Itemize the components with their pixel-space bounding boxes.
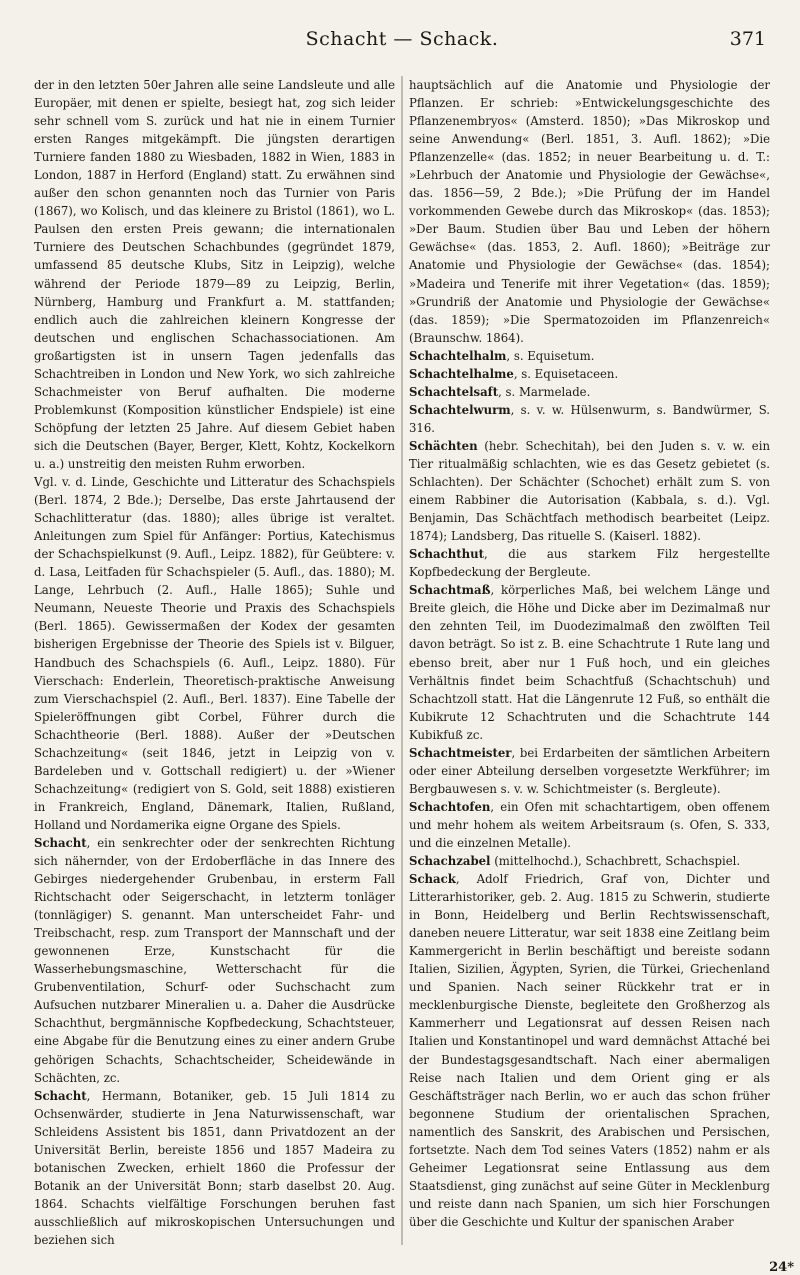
column-divider [402, 76, 403, 1245]
page-number: 371 [729, 28, 766, 50]
entry-text: , s. v. w. Hülsenwurm, s. Bandwürmer, S. 316. [409, 402, 770, 435]
dictionary-entry [34, 834, 395, 1087]
entry-text: , s. Marmelade. [498, 384, 591, 399]
text-paragraph [34, 76, 395, 473]
dictionary-entry [409, 347, 770, 365]
dictionary-entry [409, 744, 770, 798]
entry-headword: Schachtmaß [409, 583, 491, 598]
text-paragraph [34, 473, 395, 834]
entry-headword: Schachtelhalm [409, 348, 507, 363]
entry-headword: Schacht [34, 1088, 87, 1103]
entry-headword: Schachtelhalme [409, 366, 514, 381]
dictionary-entry [409, 852, 770, 870]
right-column [409, 76, 770, 1251]
dictionary-entry [409, 581, 770, 743]
running-header [34, 28, 770, 56]
entry-text: , s. Equisetaceen. [513, 366, 619, 381]
text-columns [34, 76, 770, 1251]
entry-text: , s. Equisetum. [506, 348, 595, 363]
entry-headword: Schachzabel [409, 854, 491, 869]
sheet-signature: 24* [769, 1260, 794, 1275]
text-paragraph [409, 76, 770, 347]
running-title: Schacht — Schack. [305, 28, 499, 50]
entry-text: , Adolf Friedrich, Graf von, Dichter und Litterarhistoriker, geb. 2. Aug. 1815 zu Schwerin, studierte in Bonn, Heidelberg und Berlin Rechtswissenschaft, daneben neuere Litteratur, war seit 1838 eine Zeitlang beim Kammergericht in Berlin beschäftigt und bereiste sodann Italien, Sizilien, Ägypten, Syrien, die Türkei, Griechenland und Spanien. Nach seiner Rückkehr trat er in mecklenburgische Dienste, begleitete den Großherzog als Kammerherr und Legationsrat auf dessen Reisen nach Italien und Konstantinopel und ward demnächst Attaché bei der Bundestagsgesandtschaft. Nach einer abermaligen Reise nach Italien und dem Orient ging er als Geschäftsträger nach Berlin, wo er auch das schon früher begonnene Studium der orientalischen Sprachen, namentlich des Sanskrit, des Arabischen und Persischen, fortsetzte. Nach dem Tod seines Vaters (1852) nahm er als Geheimer Legationsrat seine Entlassung aus dem Staatsdienst, ging zunächst auf seine Güter in Mecklenburg und reiste dann nach Spanien, um sich hier Forschungen über die Geschichte und Kultur der spanischen Araber [409, 872, 770, 1229]
entry-headword: Schachtmeister [409, 745, 512, 760]
entry-text: der in den letzten 50er Jahren alle seine Landsleute und alle Europäer, mit denen er spielte, besiegt hat, zog sich leider sehr schnell vom S. zurück und hat nie in einem Turnier ersten Ranges mitgekämpft. Die jüngsten derartigen Turniere fanden 1880 zu Wiesbaden, 1882 in Wien, 1883 in London, 1887 in Herford (England) statt. Zu erwähnen sind außer den schon genannten noch das Turnier von Paris (1867), wo Kolisch, und das kleinere zu Bristol (1861), wo L. Paulsen den ersten Preis gewann; die internationalen Turniere des Deutschen Schachbundes (gegründet 1879, umfassend 85 deutsche Klubs, Sitz in Leipzig), welche während der Periode 1879—89 zu Leipzig, Berlin, Nürnberg, Hamburg und Frankfurt a. M. stattfanden; endlich auch die zahlreichen kleinern Kongresse der deutschen und englischen Schachassociationen. Am großartigsten ist in unsern Tagen jedenfalls das Schachtreiben in London und New York, wo sich zahlreiche Schachmeister von Beruf aufhalten. Die moderne Problemkunst (Komposition künstlicher Endspiele) ist eine Schöpfung der letzten 25 Jahre. Auf diesem Gebiet haben sich die Deutschen (Bayer, Berger, Klett, Kohtz, Kockelkorn u. a.) unstreitig den meisten Ruhm erworben. [34, 78, 395, 471]
entry-text: , bei Erdarbeiten der sämtlichen Arbeitern oder einer Abteilung derselben vorgesetzte Werkführer; im Bergbauwesen s. v. w. Schichtmeister (s. Bergleute). [409, 745, 770, 796]
entry-text: (hebr. Schechitah), bei den Juden s. v. w. ein Tier ritualmäßig schlachten, wie es das Gesetz gebietet (s. Schlachten). Der Schächter (Schochet) erhält zum S. von einem Rabbiner die Autorisation (Kabbala, s. d.). Vgl. Benjamin, Das Schächtfach methodisch bearbeitet (Leipz. 1874); Landsberg, Das rituelle S. (Kaiserl. 1882). [409, 438, 770, 544]
entry-text: hauptsächlich auf die Anatomie und Physiologie der Pflanzen. Er schrieb: »Entwickelungsgeschichte des Pflanzenembryos« (Amsterd. 1850); »Das Mikroskop und seine Anwendung« (Berl. 1851, 3. Aufl. 1862); »Die Pflanzenzelle« (das. 1852; in neuer Bearbeitung u. d. T.: »Lehrbuch der Anatomie und Physiologie der Gewächse«, das. 1856—59, 2 Bde.); »Die Prüfung der im Handel vorkommenden Gewebe durch das Mikroskop« (das. 1853); »Der Baum. Studien über Bau und Leben der höhern Gewächse« (das. 1853, 2. Aufl. 1860); »Beiträge zur Anatomie und Physiologie der Gewächse« (das. 1854); »Madeira und Tenerife mit ihrer Vegetation« (das. 1859); »Grundriß der Anatomie und Physiologie der Gewächse« (das. 1859); »Die Spermatozoiden im Pflanzenreich« (Braunschw. 1864). [409, 78, 770, 345]
dictionary-entry [409, 383, 770, 401]
entry-headword: Schacht [34, 835, 87, 850]
dictionary-entry [409, 545, 770, 581]
dictionary-entry [34, 1087, 395, 1249]
entry-text: , körperliches Maß, bei welchem Länge und Breite gleich, die Höhe und Dicke aber im Dezimalmaß nur den zehnten Teil, im Duodezimalmaß den zwölften Teil davon beträgt. So ist z. B. eine Schachtrute 1 Rute lang und ebenso breit, aber nur 1 Fuß hoch, und ein gleiches Verhältnis findet beim Schachtfuß (Schachtschuh) und Schachtzoll statt. Hat die Längenrute 12 Fuß, so enthält die Kubikrute 12 Schachtruten und die Schachtrute 144 Kubikfuß zc. [409, 583, 770, 742]
entry-text: , ein senkrechter oder der senkrechten Richtung sich nähernder, von der Erdoberfläche in das Innere des Gebirges niedergehender Grubenbau, in ersterm Fall Richtschacht oder Seigerschacht, in letzterm tonläger (tonnlägiger) S. genannt. Man unterscheidet Fahr- und Treibschacht, resp. zum Transport der Mannschaft und der gewonnenen Erze, Kunstschacht für die Wasserhebungsmaschine, Wetterschacht für die Grubenventilation, Schurf- oder Suchschacht zum Aufsuchen nutzbarer Mineralien u. a. Daher die Ausdrücke Schachthut, bergmännische Kopfbedeckung, Schachtsteuer, eine Abgabe für die Benutzung eines zu einer andern Grube gehörigen Schachts, Schachtscheider, Scheidewände in Schächten, zc. [34, 835, 395, 1085]
entry-text: , Hermann, Botaniker, geb. 15 Juli 1814 zu Ochsenwärder, studierte in Jena Naturwissenschaft, war Schleidens Assistent bis 1851, dann Privatdozent an der Universität Berlin, bereiste 1856 und 1857 Madeira zu botanischen Zwecken, erhielt 1860 die Professur der Botanik an der Universität Bonn; starb daselbst 20. Aug. 1864. Schachts vielfältige Forschungen beruhen fast ausschließlich auf mikroskopischen Untersuchungen und beziehen sich [34, 1088, 395, 1247]
dictionary-entry [409, 437, 770, 545]
entry-headword: Schächten [409, 438, 478, 453]
entry-headword: Schachtofen [409, 799, 491, 814]
dictionary-entry [409, 401, 770, 437]
entry-text: , ein Ofen mit schachtartigem, oben offenem und mehr hohem als weitem Arbeitsraum (s. Ofen, S. 333, und die einzelnen Metalle). [409, 799, 770, 850]
entry-text: Vgl. v. d. Linde, Geschichte und Litteratur des Schachspiels (Berl. 1874, 2 Bde.); Derselbe, Das erste Jahrtausend der Schachlitteratur (das. 1880); alles übrige ist veraltet. Anleitungen zum Spiel für Anfänger: Portius, Katechismus der Schachspielkunst (9. Aufl., Leipz. 1882), für Geübtere: v. d. Lasa, Leitfaden für Schachspieler (5. Aufl., das. 1880); M. Lange, Lehrbuch (2. Aufl., Halle 1865); Suhle und Neumann, Neueste Theorie und Praxis des Schachspiels (Berl. 1865). Gewissermaßen der Kodex der gesamten bisherigen Ergebnisse der Theorie des Spiels ist v. Bilguer, Handbuch des Schachspiels (6. Aufl., Leipz. 1880). Für Vierschach: Enderlein, Theoretisch-praktische Anweisung zum Vierschachspiel (2. Aufl., Berl. 1837). Eine Tabelle der Spieleröffnungen gibt Corbel, Führer durch die Schachtheorie (Berl. 1888). Außer der »Deutschen Schachzeitung« (seit 1846, jetzt in Leipzig von v. Bardeleben und v. Gottschall redigiert) u. der »Wiener Schachzeitung« (redigiert von S. Gold, seit 1888) existieren in Frankreich, England, Dänemark, Italien, Rußland, Holland und Nordamerika eigne Organe des Spiels. [34, 475, 395, 832]
entry-headword: Schachthut [409, 547, 485, 562]
dictionary-entry [409, 870, 770, 1231]
entry-text: , die aus starkem Filz hergestellte Kopfbedeckung der Bergleute. [409, 547, 770, 580]
left-column [34, 76, 395, 1251]
entry-headword: Schack [409, 872, 456, 887]
entry-text: (mittelhochd.), Schachbrett, Schachspiel. [490, 854, 741, 869]
entry-headword: Schachtelsaft [409, 384, 499, 399]
dictionary-entry [409, 798, 770, 852]
dictionary-entry [409, 365, 770, 383]
entry-headword: Schachtelwurm [409, 402, 511, 417]
